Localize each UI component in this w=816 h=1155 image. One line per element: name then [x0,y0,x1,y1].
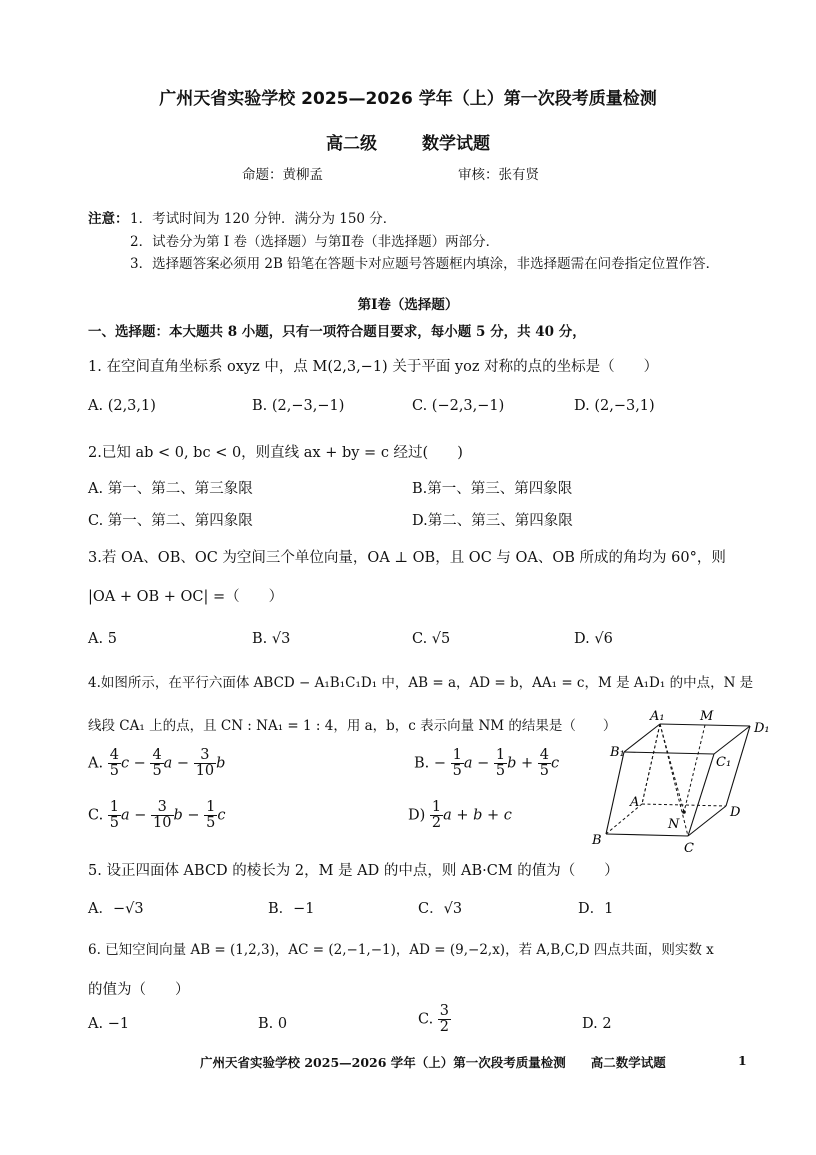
volume-title: 第Ⅰ卷（选择题） [357,297,459,313]
question-4-option-b: B. − $\frac{1}{5}$ a − $\frac{1}{5}$ b + $\frac{4}{5}$ c [414,747,560,780]
reviewer-line: 审核：张有贤 [458,167,539,183]
question-2-option-a: A. 第一、第二、第三象限 [88,481,253,497]
question-4-option-c: C. $\frac{1}{5}$ a − $\frac{3}{10}$ b − $\frac{1}{5}$ c [88,799,226,832]
question-5-stem: 5. 设正四面体 ABCD 的棱长为 2，M 是 AD 的中点，则 AB·CM 的值为（ ） [88,863,619,879]
question-5-option-b: B．−1 [268,901,315,917]
label-c1: C₁ [716,755,732,770]
question-1-stem: 1. 在空间直角坐标系 oxyz 中，点 M(2,3,−1) 关于平面 yoz 对称的点的坐标是（ ） [88,359,659,375]
question-6-option-c: C. $\frac{3}{2}$ [418,1003,450,1036]
page-footer: 广州天省实验学校 2025—2026 学年（上）第一次段考质量检测 高二数学试题 [200,1055,666,1070]
page-number: 1 [738,1053,747,1068]
author-line: 命题：黄柳孟 [242,167,323,183]
question-3-option-c: C. √5 [412,631,451,647]
label-b1: B₁ [610,745,625,760]
question-1-option-d: D. (2,−3,1) [574,398,655,414]
question-4-option-d: D) $\frac{1}{2}$ a + b + c [408,799,512,832]
question-2-option-d: D.第二、第三、第四象限 [412,513,573,529]
note-item: 2．试卷分为第 I 卷（选择题）与第Ⅱ卷（非选择题）两部分． [130,234,500,250]
question-1-option-b: B. (2,−3,−1) [252,398,345,414]
label-a1: A₁ [650,709,665,724]
note-item: 1．考试时间为 120 分钟．满分为 150 分． [130,211,397,227]
question-6-option-d: D. 2 [582,1016,612,1032]
question-1-option-a: A. (2,3,1) [88,398,156,414]
label-a: A [630,795,640,810]
question-6-option-b: B. 0 [258,1016,288,1032]
label-d: D [730,805,741,820]
question-2-option-b: B.第一、第三、第四象限 [412,481,573,497]
exam-title: 广州天省实验学校 2025—2026 学年（上）第一次段考质量检测 [159,89,657,109]
label-d1: D₁ [754,721,770,736]
label-m: M [700,709,714,724]
parallelepiped-figure [588,706,780,858]
question-3-option-a: A. 5 [88,631,117,647]
question-5-option-a: A．−√3 [88,901,144,917]
question-3-option-d: D. √6 [574,631,613,647]
label-n: N [668,817,680,832]
question-3-stem: 3.若 OA、OB、OC 为空间三个单位向量，OA ⊥ OB，且 OC 与 OA、OB 所成的角均为 60°，则 [88,550,726,566]
subject-label: 数学试题 [422,134,490,154]
question-3-option-b: B. √3 [252,631,291,647]
note-item: 3．选择题答案必须用 2B 铅笔在答题卡对应题号答题框内填涂，非选择题需在问卷指定位置作答． [130,256,720,272]
question-4-option-a: A. $\frac{4}{5}$ c − $\frac{4}{5}$ a − $\frac{3}{10}$ b [88,747,226,780]
question-5-option-c: C．√3 [418,901,463,917]
question-6-stem: 6. 已知空间向量 AB = (1,2,3)，AC = (2,−1,−1)，AD = (9,−2,x)，若 A,B,C,D 四点共面，则实数 x [88,942,714,958]
question-6-stem-2: 的值为（ ） [88,982,190,998]
question-6-option-a: A. −1 [88,1016,130,1032]
question-3-stem-2: |OA + OB + OC| =（ ） [88,589,284,605]
notes-label: 注意： [88,211,129,227]
grade-label: 高二级 [326,134,377,154]
label-b: B [592,833,602,848]
question-5-option-d: D．1 [578,901,614,917]
question-2-option-c: C. 第一、第二、第四象限 [88,513,253,529]
label-c: C [684,841,694,856]
question-4-stem: 4.如图所示，在平行六面体 ABCD − A₁B₁C₁D₁ 中，AB = a，AD = b，AA₁ = c，M 是 A₁D₁ 的中点，N 是 [88,675,754,691]
question-4-stem-2: 线段 CA₁ 上的点，且 CN : NA₁ = 1 : 4，用 a，b，c 表示向量 NM 的结果是（ ） [88,718,617,734]
question-1-option-c: C. (−2,3,−1) [412,398,505,414]
question-2-stem: 2.已知 ab < 0, bc < 0，则直线 ax + by = c 经过( ) [88,445,463,461]
section-instruction: 一、选择题：本大题共 8 小题，只有一项符合题目要求，每小题 5 分，共 40 分， [88,324,586,340]
